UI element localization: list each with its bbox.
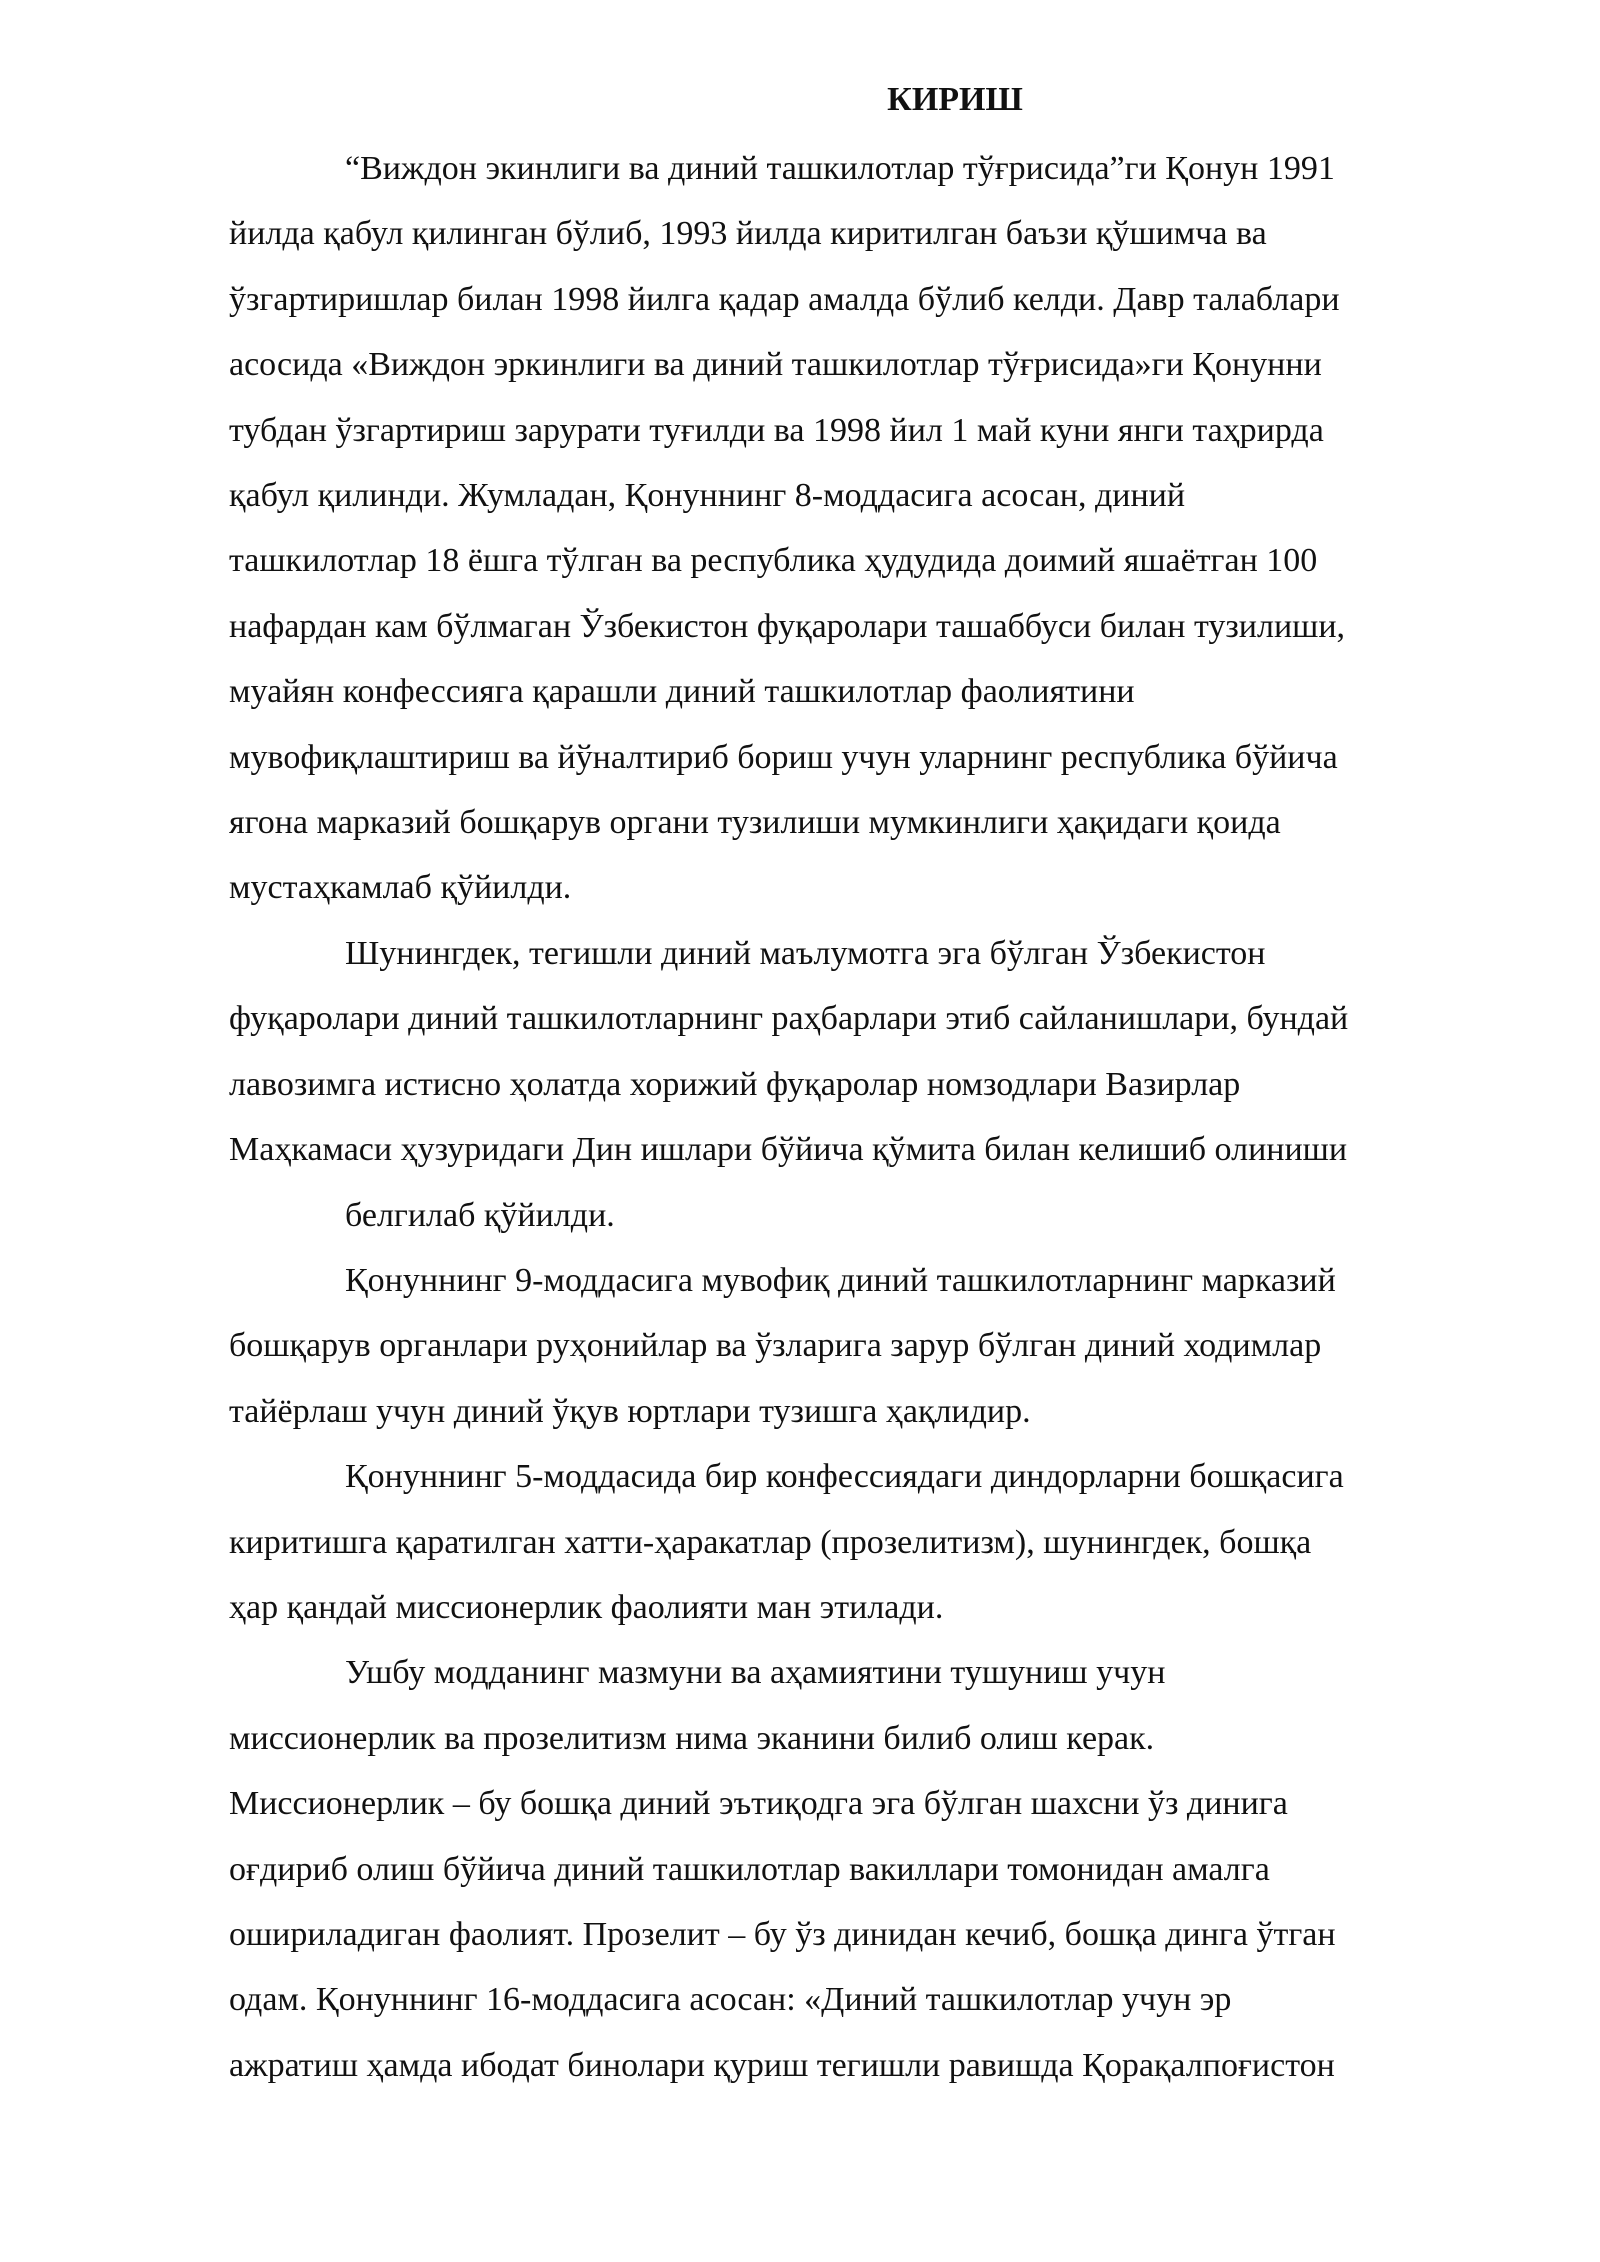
text-line: қабул қилинди. Жумладан, Қонуннинг 8-моддасига асосан, диний bbox=[229, 477, 1186, 515]
text-line: ошириладиган фаолият. Прозелит – бу ўз динидан кечиб, бошқа динга ўтган bbox=[229, 1915, 1336, 1953]
text-line: белгилаб қўйилди. bbox=[345, 1196, 615, 1234]
text-line: ягона марказий бошқарув органи тузилиши мумкинлиги ҳақидаги қоида bbox=[229, 804, 1281, 842]
document-title: КИРИШ bbox=[887, 81, 1023, 118]
text-line: одам. Қонуннинг 16-моддасига асосан: «Диний ташкилотлар учун эр bbox=[229, 1981, 1232, 2019]
text-line: мувофиқлаштириш ва йўналтириб бориш учун уларнинг республика бўйича bbox=[229, 738, 1338, 776]
text-line: Шунингдек, тегишли диний маълумотга эга бўлган Ўзбекистон bbox=[345, 934, 1266, 972]
text-line: мустаҳкамлаб қўйилди. bbox=[229, 869, 572, 907]
text-line: ажратиш ҳамда ибодат бинолари қуриш тегишли равишда Қорақалпоғистон bbox=[229, 2046, 1335, 2084]
text-line: лавозимга истисно ҳолатда хорижий фуқаролар номзодлари Вазирлар bbox=[229, 1065, 1241, 1103]
text-line: Қонуннинг 9-моддасига мувофиқ диний ташкилотларнинг марказий bbox=[345, 1261, 1336, 1299]
text-line: Маҳкамаси ҳузуридаги Дин ишлари бўйича қўмита билан келишиб олиниши bbox=[229, 1131, 1348, 1169]
text-line: нафардан кам бўлмаган Ўзбекистон фуқаролари ташаббуси билан тузилиши, bbox=[229, 607, 1346, 645]
text-line: “Виждон экинлиги ва диний ташкилотлар тўғрисида”ги Қонун 1991 bbox=[345, 150, 1335, 187]
text-line: муайян конфессияга қарашли диний ташкилотлар фаолиятини bbox=[229, 673, 1135, 711]
text-line: Ушбу модданинг мазмуни ва аҳамиятини тушуниш учун bbox=[345, 1654, 1166, 1692]
text-line: асосида «Виждон эркинлиги ва диний ташкилотлар тўғрисида»ги Қонунни bbox=[229, 346, 1322, 384]
text-line: Миссионерлик – бу бошқа диний эътиқодга эга бўлган шахсни ўз динига bbox=[229, 1785, 1288, 1823]
text-line: йилда қабул қилинган бўлиб, 1993 йилда киритилган баъзи қўшимча ва bbox=[229, 215, 1267, 253]
text-line: тубдан ўзгартириш зарурати туғилди ва 1998 йил 1 май куни янги таҳрирда bbox=[229, 411, 1324, 449]
text-line: ташкилотлар 18 ёшга тўлган ва республика ҳудудида доимий яшаётган 100 bbox=[229, 542, 1318, 580]
text-line: тайёрлаш учун диний ўқув юртлари тузишга ҳақлидир. bbox=[229, 1392, 1031, 1430]
text-line: Қонуннинг 5-моддасида бир конфессиядаги диндорларни бошқасига bbox=[345, 1458, 1344, 1496]
document-body bbox=[229, 70, 1476, 2098]
text-line: фуқаролари диний ташкилотларнинг раҳбарлари этиб сайланишлари, бундай bbox=[229, 1000, 1349, 1038]
text-line: бошқарув органлари руҳонийлар ва ўзларига зарур бўлган диний ходимлар bbox=[229, 1327, 1322, 1365]
text-line: киритишга қаратилган хатти-ҳаракатлар (прозелитизм), шунингдек, бошқа bbox=[229, 1523, 1312, 1561]
text-line: миссионерлик ва прозелитизм нима эканини билиб олиш керак. bbox=[229, 1719, 1155, 1757]
text-line: ўзгартиришлар билан 1998 йилга қадар амалда бўлиб келди. Давр талаблари bbox=[229, 280, 1340, 318]
text-line: ҳар қандай миссионерлик фаолияти ман этилади. bbox=[229, 1588, 944, 1626]
text-line: оғдириб олиш бўйича диний ташкилотлар вакиллари томонидан амалга bbox=[229, 1850, 1270, 1888]
